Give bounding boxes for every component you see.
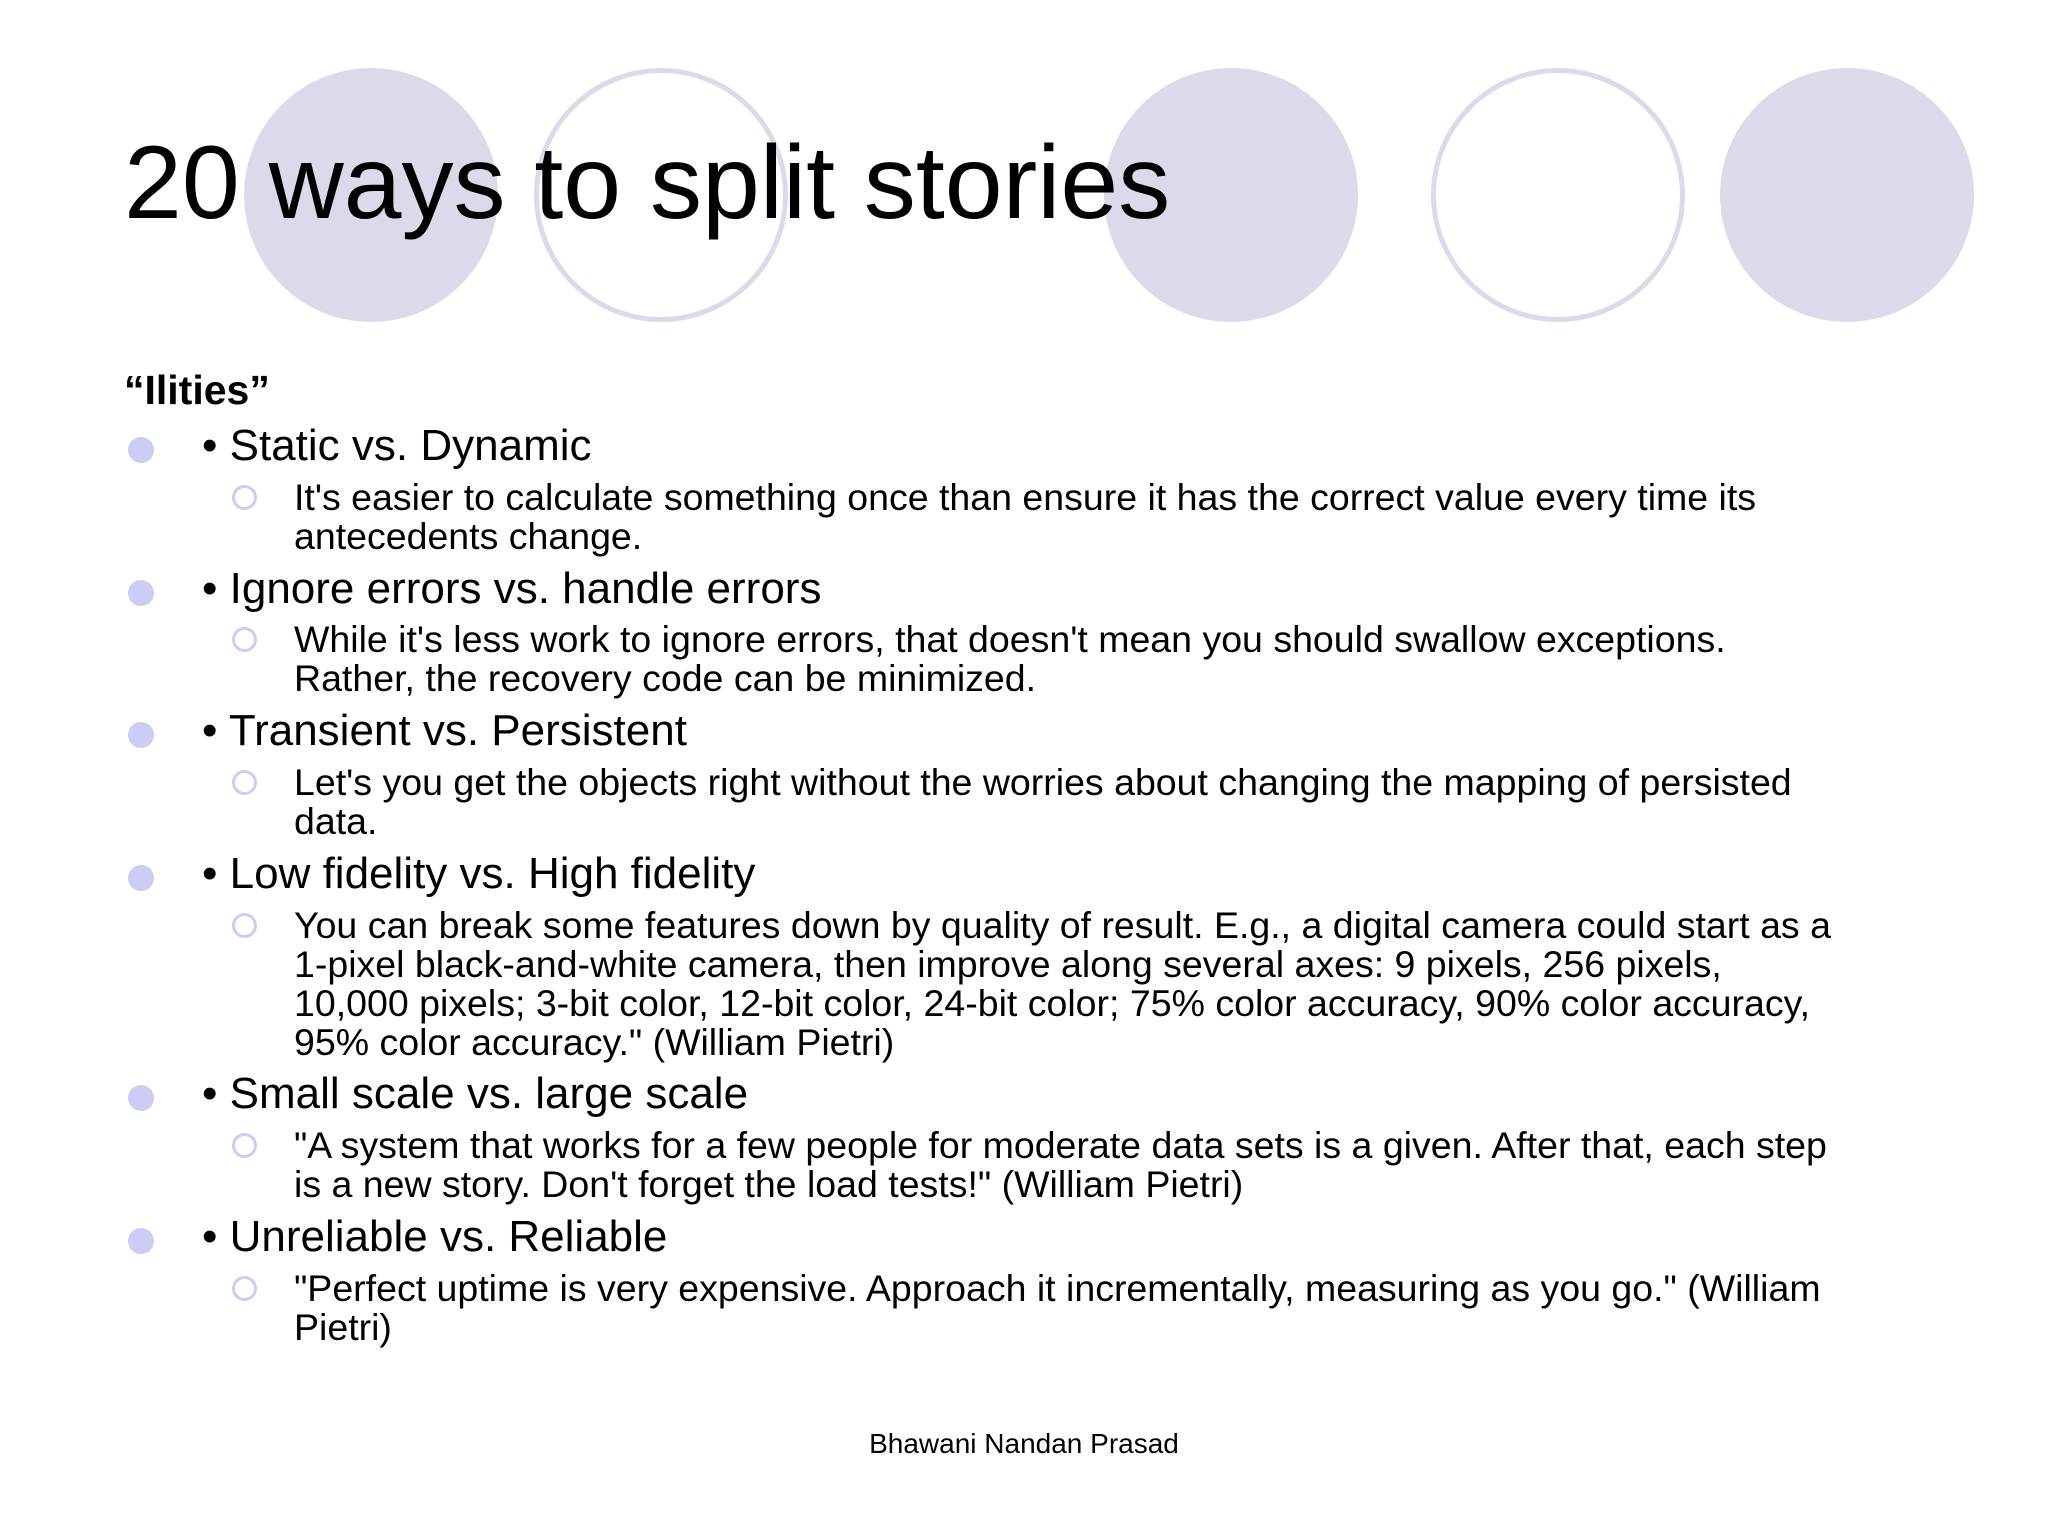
item-label: • Static vs. Dynamic <box>202 421 592 470</box>
sub-bullet-icon <box>232 627 257 652</box>
item-label: • Transient vs. Persistent <box>202 706 687 755</box>
item-label: • Low fidelity vs. High fidelity <box>202 849 756 898</box>
bullet-icon <box>128 437 154 463</box>
bullet-icon <box>128 722 154 748</box>
decor-circle-3 <box>1720 68 1974 322</box>
item-detail: "Perfect uptime is very expensive. Approach it incrementally, measuring as you go." (William Pietri) <box>294 1267 1821 1348</box>
item-label: • Small scale vs. large scale <box>202 1069 749 1118</box>
bullet-icon <box>128 865 154 891</box>
item-detail: While it's less work to ignore errors, that doesn't mean you should swallow exceptions. Rather, the recovery code can be minimized. <box>294 618 1726 699</box>
bullet-icon <box>128 580 154 606</box>
sub-bullet-icon <box>232 1133 257 1158</box>
item-detail: It's easier to calculate something once than ensure it has the correct value every time its antecedents change. <box>294 476 1757 557</box>
sub-bullet-icon <box>232 770 257 795</box>
decor-ring-2 <box>1431 68 1685 322</box>
item-detail: "A system that works for a few people for moderate data sets is a given. After that, each step is a new story. Don't forget the load tests!" (William Pietri) <box>294 1124 1827 1205</box>
item-detail: Let's you get the objects right without the worries about changing the mapping of persisted data. <box>294 761 1792 842</box>
section-heading: “Ilities” <box>124 367 270 413</box>
sub-bullet-icon <box>232 913 257 938</box>
bullet-icon <box>128 1228 154 1254</box>
footer-author: Bhawani Nandan Prasad <box>869 1428 1179 1459</box>
item-label: • Unreliable vs. Reliable <box>202 1212 668 1261</box>
bullet-icon <box>128 1085 154 1111</box>
item-detail: You can break some features down by quality of result. E.g., a digital camera could start as a 1-pixel black-and-white camera, then improve along several axes: 9 pixels, 256 pixels, 10,000 pixels; 3-bit color, 12-bit color, 24-bit color; 75% color accuracy, 90% color accuracy, 95% color accuracy." (William Pietri) <box>294 904 1831 1063</box>
sub-bullet-icon <box>232 485 257 510</box>
sub-bullet-icon <box>232 1276 257 1301</box>
item-label: • Ignore errors vs. handle errors <box>202 564 822 613</box>
slide-title: 20 ways to split stories <box>124 125 1171 241</box>
